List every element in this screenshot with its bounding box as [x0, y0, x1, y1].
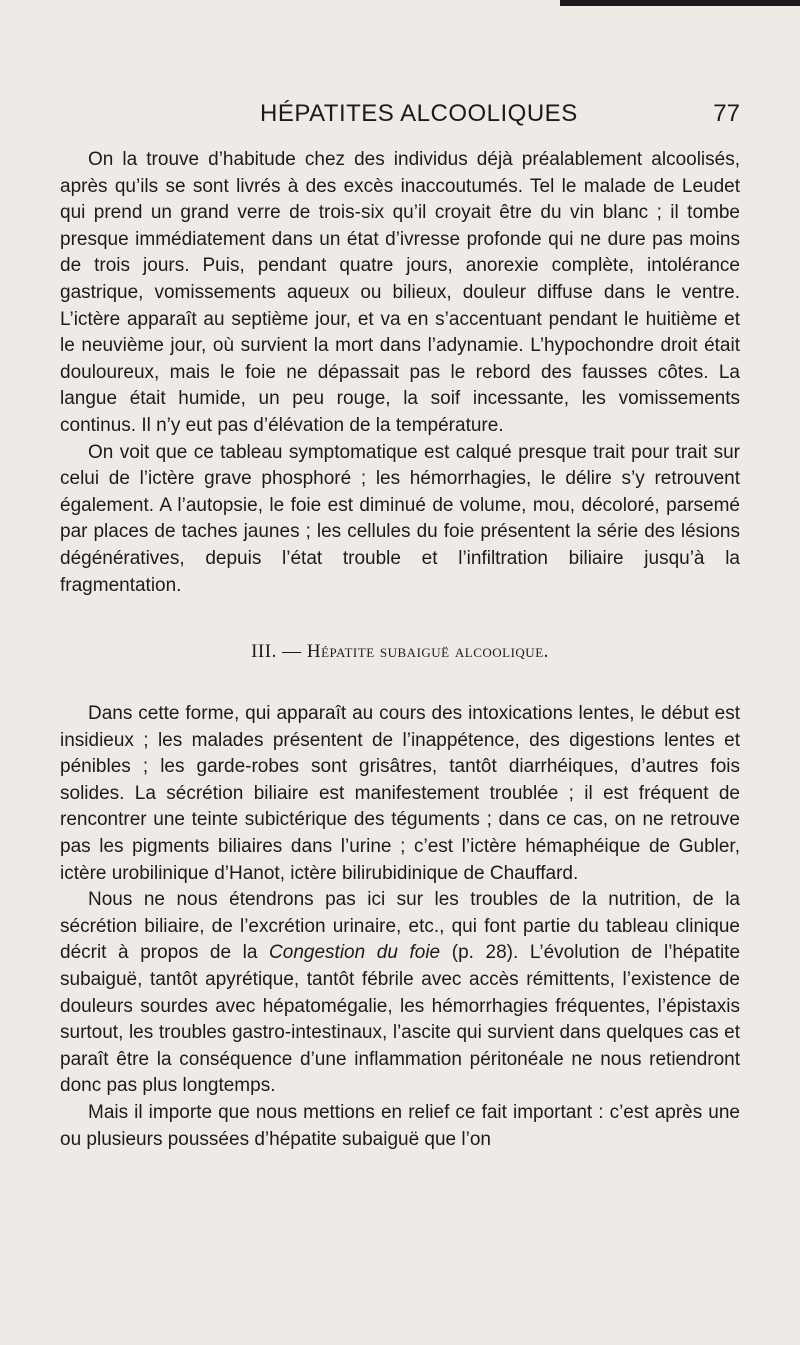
paragraph-4-start: Nous ne nous étendrons pas ici sur les troubles de la nutrition, de la sécrétion biliaire, de l’excrétion urinaire, etc., qui font partie du tableau clinique décrit à propos de la	[60, 889, 740, 964]
section-number: III. —	[251, 641, 302, 663]
top-edge-rule	[560, 0, 800, 6]
section-heading	[60, 641, 740, 663]
running-head	[60, 96, 740, 136]
running-title: HÉPATITES ALCOOLIQUES	[260, 100, 578, 127]
section-title: Hépatite subaiguë alcoolique.	[306, 641, 549, 663]
paragraph-3: Dans cette forme, qui apparaît au cours des intoxications lentes, le début est insidieux ; les malades présentent de l’inappétence, des digestions lentes et pénibles ; les garde-robes sont grisâtres, tantôt diarrhéiques, d’autres fois solides. La sécrétion biliaire est manifestement troublée ; il est fréquent de rencontrer une teinte subictérique des téguments ; dans ce cas, on ne retrouve pas les pigments biliaires dans l’urine ; c’est l’ictère hémaphéique de Gubler, ictère urobilinique d’Hanot, ictère bilirubidinique de Chauffard.	[60, 703, 740, 884]
paragraph-5: Mais il importe que nous mettions en relief ce fait important : c’est après une ou plusieurs poussées d’hépatite subaiguë que l’on	[60, 1102, 740, 1150]
paragraph-4	[60, 887, 740, 1100]
page-number: 77	[713, 100, 740, 127]
paragraph-1: On la trouve d’habitude chez des individus déjà préalablement alcoolisés, après qu’ils se sont livrés à des excès inaccoutumés. Tel le malade de Leudet qui prend un grand verre de trois-six qu’il croyait être du vin blanc ; il tombe presque immédiatement dans un état d’ivresse profonde qui ne dure pas moins de trois jours. Puis, pendant quatre jours, anorexie complète, intolérance gastrique, vomissements aqueux ou bilieux, douleur diffuse dans le ventre. L’ictère apparaît au septième jour, et va en s’accentuant pendant le huitième et le neuvième jour, où survient la mort dans l’adynamie. L’hypochondre droit était douloureux, mais le foie ne dépassait pas le rebord des fausses côtes. La langue était humide, un peu rouge, la soif incessante, les vomissements continus. Il n’y eut pas d’élévation de la température.	[60, 149, 740, 436]
paragraph-4-end: (p. 28). L’évolution de l’hépatite subaiguë, tantôt apyrétique, tantôt fébrile avec accès rémittents, l’existence de douleurs sourdes avec hépatomégalie, les hémorrhagies fréquentes, l’épistaxis surtout, les troubles gastro-intestinaux, l’ascite qui survient dans quelques cas et paraît être la conséquence d’une inflammation péritonéale ne nous retiendront donc pas plus longtemps.	[60, 942, 741, 1097]
paragraph-2: On voit que ce tableau symptomatique est calqué presque trait pour trait sur celui de l’ictère grave phosphoré ; les hémorrhagies, le délire s’y retrouvent également. A l’autopsie, le foie est diminué de volume, mou, décoloré, parsemé par places de taches jaunes ; les cellules du foie présentent la série des lésions dégénératives, depuis l’état trouble et l’infiltration biliaire jusqu’à la fragmentation.	[60, 441, 740, 596]
page-body	[60, 147, 740, 1153]
paragraph-4-italic: Congestion du foie	[269, 942, 441, 964]
